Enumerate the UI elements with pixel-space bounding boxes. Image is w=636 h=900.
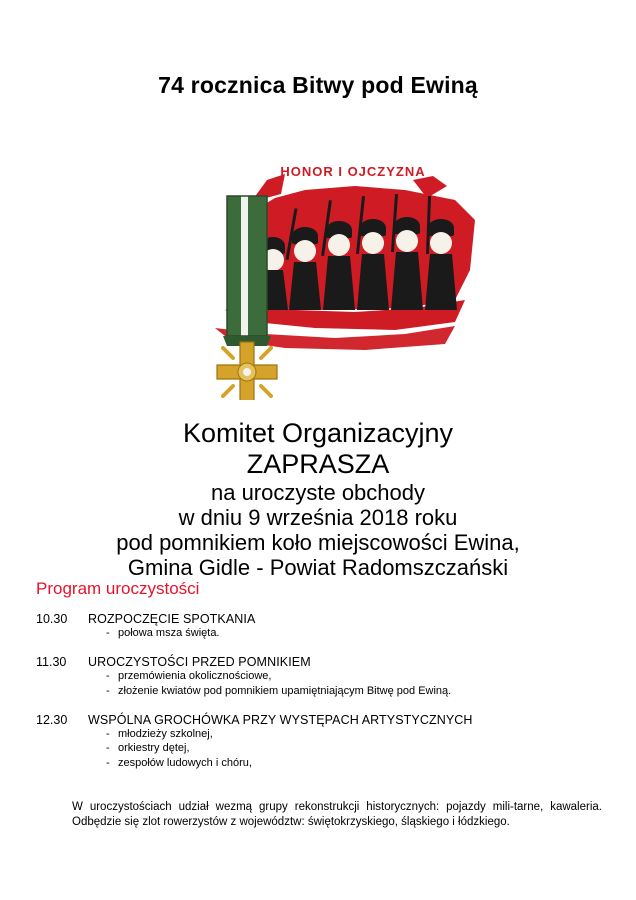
dash-bullet: - <box>106 742 110 755</box>
invitation-line-2: ZAPRASZA <box>246 448 390 479</box>
list-item <box>36 655 602 699</box>
dash-bullet: - <box>106 727 110 740</box>
program-point-text: połowa msza święta. <box>118 627 220 639</box>
program-point-text: orkiestry dętej, <box>118 742 190 755</box>
list-item <box>36 713 602 772</box>
program-point <box>106 669 602 684</box>
invitation-block <box>0 418 636 580</box>
list-item <box>36 612 602 641</box>
invitation-line-1: Komitet Organizacyjny <box>182 418 454 448</box>
program-title: ROZPOCZĘCIE SPOTKANIA <box>88 612 256 626</box>
dash-bullet: - <box>106 627 110 639</box>
dash-bullet: - <box>106 684 110 697</box>
invitation-line-5: pod pomnikiem koło miejscowości Ewina, <box>116 529 520 555</box>
dash-bullet: - <box>106 757 110 770</box>
program-header: Program uroczystości <box>36 579 200 598</box>
program-point-text: złożenie kwiatów pod pomnikiem upamiętniającym Bitwę pod Ewiną. <box>118 684 452 697</box>
program-point-text: przemówienia okolicznościowe, <box>118 669 272 682</box>
program-time: 11.30 <box>36 654 67 669</box>
invitation-line-3: na uroczyste obchody <box>210 479 426 505</box>
program-point <box>106 756 602 771</box>
program-point <box>106 626 602 641</box>
program-title: UROCZYSTOŚCI PRZED POMNIKIEM <box>88 654 311 669</box>
program-list <box>36 612 602 785</box>
dash-bullet: - <box>106 669 110 682</box>
medal-and-soldiers-illustration <box>155 150 485 400</box>
program-time: 10.30 <box>36 612 68 626</box>
program-point <box>106 741 602 756</box>
page-title: 74 rocznica Bitwy pod Ewiną <box>158 72 478 98</box>
program-point-text: młodzieży szkolnej, <box>118 727 213 740</box>
invitation-line-4: w dniu 9 września 2018 roku <box>178 504 458 530</box>
svg-text:HONOR I OJCZYZNA: HONOR I OJCZYZNA <box>280 164 426 179</box>
program-point <box>106 684 602 699</box>
closing-paragraph: W uroczystościach udział wezmą grupy rekonstrukcji historycznych: pojazdy mili-tarne, kawaleria. Odbędzie się zlot rowerzystów z województw: świętokrzyskiego, śląskiego i łódzkiego. <box>72 801 602 829</box>
program-point <box>106 727 602 742</box>
program-point-text: zespołów ludowych i chóru, <box>118 757 252 770</box>
program-time: 12.30 <box>36 712 68 727</box>
program-title: WSPÓLNA GROCHÓWKA PRZY WYSTĘPACH ARTYSTYCZNYCH <box>88 712 473 727</box>
invitation-line-6: Gmina Gidle - Powiat Radomszczański <box>127 554 509 580</box>
